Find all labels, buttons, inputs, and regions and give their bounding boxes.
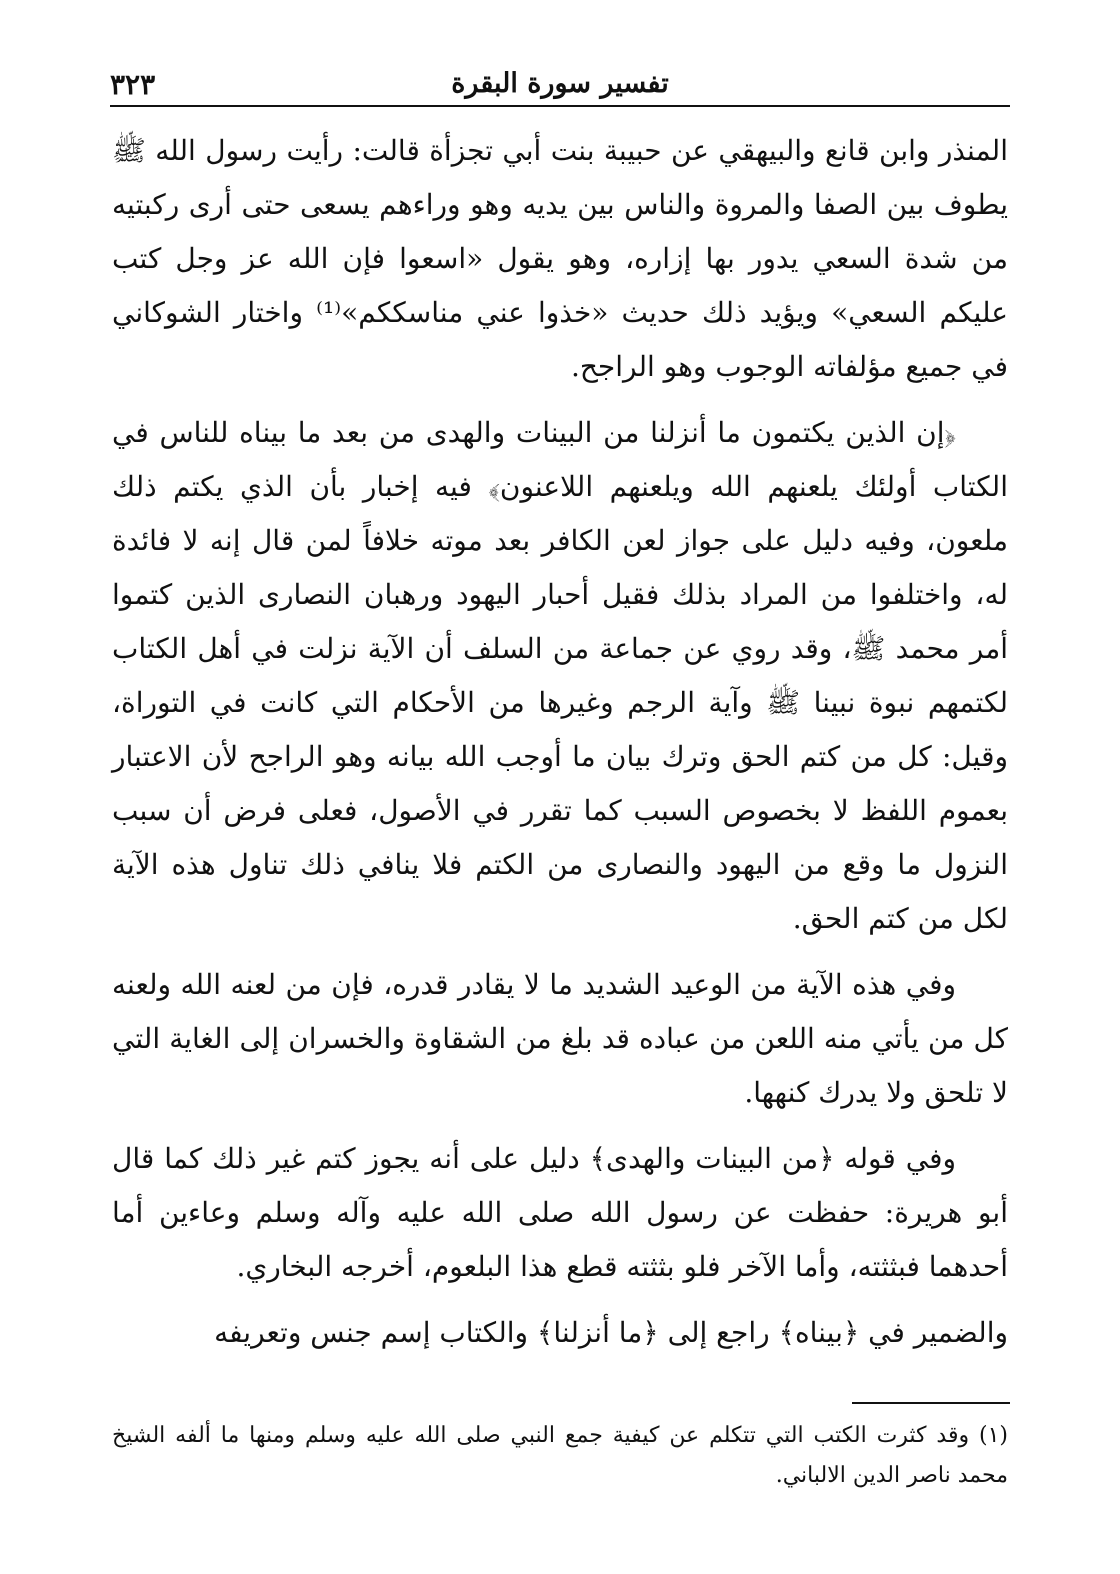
paragraph: والضمير في ﴿بيناه﴾ راجع إلى ﴿ما أنزلنا﴾ والكتاب إسم جنس وتعريفه <box>214 1316 1008 1349</box>
body-text <box>112 124 1008 1372</box>
footnotes <box>112 1416 1008 1496</box>
running-title: تفسير سورة البقرة <box>451 68 669 99</box>
header-rule <box>110 105 1010 107</box>
paragraph: وفي قوله ﴿من البينات والهدى﴾ دليل على أنه يجوز كتم غير ذلك كما قال أبو هريرة: حفظت عن رسول الله صلى الله عليه وآله وسلم وعاءين أما أحدهما فبثثته، وأما الآخر فلو بثثته قطع هذا البلعوم، أخرجه البخاري. <box>112 1142 1008 1283</box>
paragraph: المنذر وابن قانع والبيهقي عن حبيبة بنت أبي تجزأة قالت: رأيت رسول الله ﷺ يطوف بين الصفا والمروة والناس بين يديه وهو وراءهم يسعى حتى أرى ركبتيه من شدة السعي يدور بها إزاره، وهو يقول «اسعوا فإن الله عز وجل كتب عليكم السعي» ويؤيد ذلك حديث «خذوا عني مناسككم»⁽¹⁾ واختار الشوكاني في جميع مؤلفاته الوجوب وهو الراجح. <box>112 134 1008 383</box>
footnote-rule <box>852 1402 1010 1404</box>
paragraph: ﴿إن الذين يكتمون ما أنزلنا من البينات والهدى من بعد ما بيناه للناس في الكتاب أولئك يلعنهم الله ويلعنهم اللاعنون﴾ فيه إخبار بأن الذي يكتم ذلك ملعون، وفيه دليل على جواز لعن الكافر بعد موته خلافاً لمن قال إنه لا فائدة له، واختلفوا من المراد بذلك فقيل أحبار اليهود ورهبان النصارى الذين كتموا أمر محمد ﷺ، وقد روي عن جماعة من السلف أن الآية نزلت في أهل الكتاب لكتمهم نبوة نبينا ﷺ وآية الرجم وغيرها من الأحكام التي كانت في التوراة، وقيل: كل من كتم الحق وترك بيان ما أوجب الله بيانه وهو الراجح لأن الاعتبار بعموم اللفظ لا بخصوص السبب كما تقرر في الأصول، فعلى فرض أن سبب النزول ما وقع من اليهود والنصارى من الكتم فلا ينافي ذلك تناول هذه الآية لكل من كتم الحق. <box>112 416 1008 935</box>
footnote: (١) وقد كثرت الكتب التي تتكلم عن كيفية جمع النبي صلى الله عليه وسلم ومنها ما ألفه الشيخ محمد ناصر الدين الالباني. <box>112 1423 1008 1488</box>
paragraph: وفي هذه الآية من الوعيد الشديد ما لا يقادر قدره، فإن من لعنه الله ولعنه كل من يأتي منه اللعن من عباده قد بلغ من الشقاوة والخسران إلى الغاية التي لا تلحق ولا يدرك كنهها. <box>112 968 1008 1109</box>
page-number: ٣٢٣ <box>110 68 156 101</box>
page-header <box>110 64 1010 106</box>
